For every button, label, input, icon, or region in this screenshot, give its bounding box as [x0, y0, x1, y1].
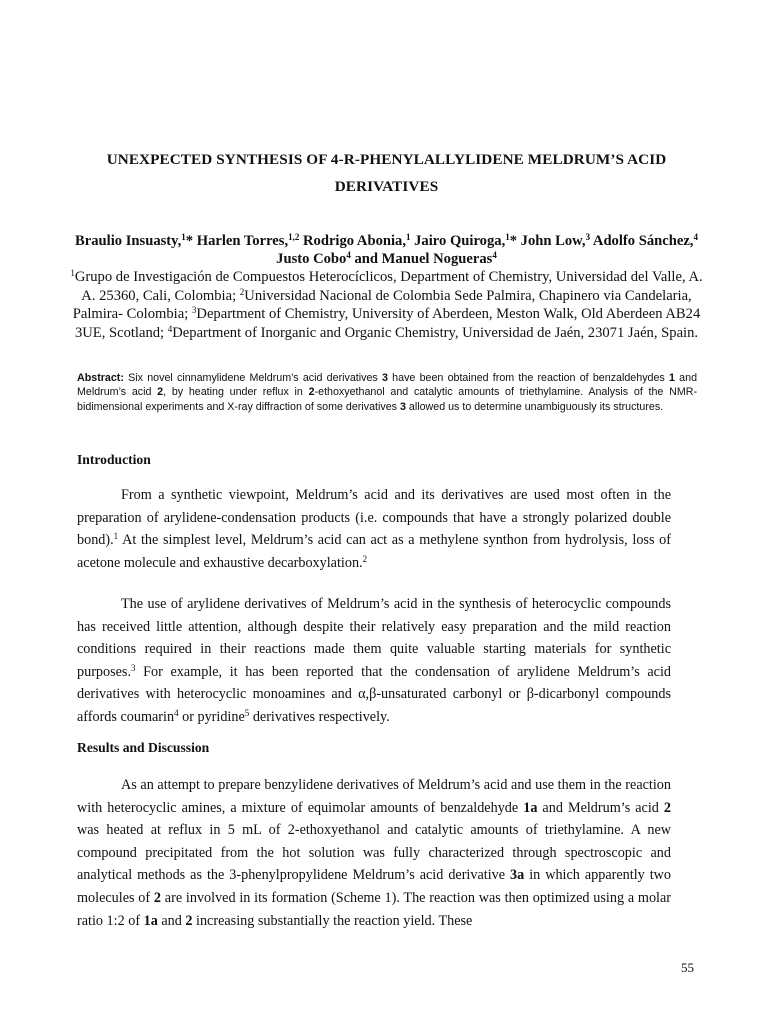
citation-superscript: 1 [113, 531, 119, 542]
author-list [70, 232, 703, 268]
paragraph-text: in which apparently two molecules of [77, 867, 671, 906]
abstract-label: Abstract: [77, 372, 124, 384]
author-superscript: 4 [492, 250, 497, 260]
affiliation-text: Universidad Nacional de Colombia Sede Palmira, Chapinero via Candelaria, Palmira- Colombia; [72, 287, 692, 323]
paragraph-text: derivatives respectively. [249, 708, 390, 725]
paragraph-text: The use of arylidene derivatives of Meldrum’s acid in the synthesis of heterocyclic compounds has received little attention, although despite their relatively easy preparation and the mild reaction conditions required in their reactions made them quite valuable starting materials for synthetic purposes. [77, 596, 671, 680]
author-superscript: 1 [505, 232, 510, 242]
results-paragraph-1 [77, 774, 671, 932]
page-number: 55 [681, 960, 694, 975]
author-name: Braulio Insuasty, [75, 233, 182, 249]
compound-number: 1a [143, 912, 158, 929]
author-name: Justo Cobo [276, 251, 347, 267]
compound-number: 2 [157, 386, 164, 399]
paragraph-text: was heated at reflux in 5 mL of 2-ethoxyethanol and catalytic amounts of triethylamine. A new compound precipitated from the hot solution was fully characterized through spectroscopic and analytical methods as the 3-phenylpropylidene Meldrum’s acid derivative [77, 822, 671, 884]
author-name: Rodrigo Abonia, [299, 233, 406, 249]
paragraph-text: For example, it has been reported that the condensation of arylidene Meldrum’s acid derivatives with heterocyclic monoamines and α,β-unsaturated carbonyl or β-dicarbonyl compounds affords coumarin [77, 663, 671, 725]
compound-number: 3a [510, 867, 525, 884]
abstract [77, 371, 697, 414]
affiliation-text: Grupo de Investigación de Compuestos Heterocíclicos, Department of Chemistry, Universidad del Valle, A. A. 25360, Cali, Colombia; [74, 269, 703, 304]
compound-number: 3 [399, 400, 406, 413]
compound-number: 3 [382, 372, 388, 384]
affiliation-text: Department of Inorganic and Organic Chemistry, Universidad de Jaén, 23071 Jaén, Spain. [172, 324, 699, 341]
section-heading-introduction: Introduction [77, 452, 151, 467]
compound-number: 2 [308, 386, 315, 399]
author-name: Jairo Quiroga, [410, 233, 506, 249]
intro-paragraph-2 [77, 593, 671, 729]
author-name: John Low, [517, 233, 586, 249]
citation-superscript: 4 [174, 707, 179, 718]
citation-superscript: 5 [244, 707, 250, 718]
affiliation-superscript: 4 [167, 323, 173, 334]
author-name: Harlen Torres, [193, 233, 289, 249]
author-superscript: 4 [693, 232, 698, 242]
author-name: and Manuel Nogueras [350, 251, 493, 267]
paragraph-text: increasing substantially the reaction yield. These [192, 912, 473, 929]
affiliation-superscript: 1 [70, 268, 75, 278]
author-superscript: 3 [585, 232, 591, 242]
author-superscript: 1 [181, 232, 186, 242]
paragraph-text: and [157, 912, 186, 929]
compound-number: 2 [185, 912, 193, 929]
compound-number: 2 [153, 889, 162, 906]
paragraph-text: From a synthetic viewpoint, Meldrum’s acid and its derivatives are used most often in the preparation of arylidene-condensation products (i.e. compounds that have a strongly polarized double bond). [77, 487, 671, 549]
compound-number: 1a [523, 799, 538, 816]
affiliation-superscript: 2 [239, 286, 245, 297]
intro-paragraph-1 [77, 484, 671, 574]
author-asterisk: * [185, 233, 194, 249]
paragraph-text: At the simplest level, Meldrum’s acid can act as a methylene synthon from hydrolysis, loss of acetone molecule and exhaustive decarboxylation. [77, 532, 671, 571]
paragraph-text: or pyridine [178, 708, 245, 725]
affiliation-text: Department of Chemistry, University of Aberdeen, Meston Walk, Old Aberdeen AB24 3UE, Scotland; [74, 306, 701, 341]
compound-number: 2 [663, 799, 671, 816]
paragraph-text: As an attempt to prepare benzylidene derivatives of Meldrum’s acid and use them in the reaction with heterocyclic amines, a mixture of equimolar amounts of benzaldehyde [77, 777, 671, 816]
section-heading-results: Results and Discussion [77, 740, 210, 755]
author-superscript: 4 [346, 250, 351, 260]
citation-superscript: 3 [131, 662, 136, 673]
compound-number: 1 [669, 372, 675, 384]
author-superscript: 1,2 [288, 232, 300, 242]
author-superscript: 1 [405, 232, 411, 242]
author-name: Adolfo Sánchez, [590, 233, 694, 249]
paragraph-text: and Meldrum’s acid [537, 799, 664, 816]
citation-superscript: 2 [362, 553, 368, 564]
author-asterisk: * [509, 233, 518, 249]
affiliations [66, 268, 707, 342]
affiliation-superscript: 3 [191, 305, 197, 316]
paper-title: UNEXPECTED SYNTHESIS OF 4-R-PHENYLALLYLIDENE MELDRUM’S ACID DERIVATIVES [106, 151, 667, 195]
paragraph-text: are involved in its formation (Scheme 1). The reaction was then optimized using a molar ratio 1:2 of [77, 889, 672, 929]
abstract-text: Six novel cinnamylidene Meldrum’s acid derivatives 3 have been obtained from the reaction of benzaldehydes 1 and Meldrum’s acid 2, by heating under reflux in 2-ethoxyethanol and catalytic amounts of triethylamine. Analysis of the NMR-bidimensional experiments and X-ray diffraction of some derivatives 3 allowed us to determine unambiguously its structures. [77, 372, 698, 413]
